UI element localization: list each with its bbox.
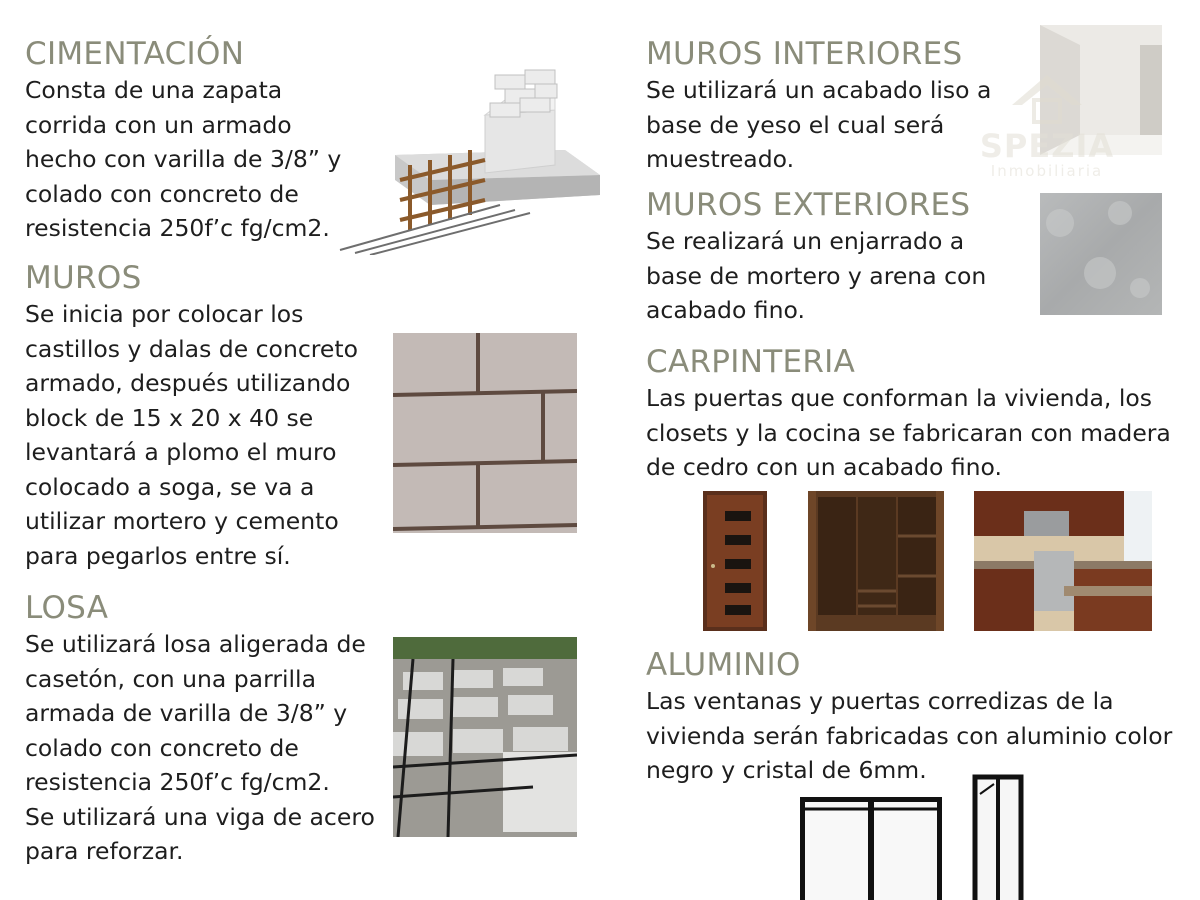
carpinteria-text: Las puertas que conforman la vivienda, los closets y la cocina se fabricaran con madera de cedro con un acabado fino. xyxy=(646,384,1171,481)
watermark-subtitle: Inmobiliaria xyxy=(990,162,1104,180)
muros-heading: MUROS xyxy=(25,260,142,296)
cimentacion-text: Consta de una zapata corrida con un armado hecho con varilla de 3/8” y colado con concreto de resistencia 250f’c fg/cm2. xyxy=(25,76,342,242)
muros-interiores-text: Se utilizará un acabado liso a base de yeso el cual será muestreado. xyxy=(646,76,992,173)
losa-heading: LOSA xyxy=(25,590,109,626)
muros-exteriores-heading: MUROS EXTERIORES xyxy=(646,187,971,223)
section-carpinteria xyxy=(646,344,1171,485)
wood-door-photo xyxy=(703,491,767,631)
muros-text: Se inicia por colocar los castillos y dalas de concreto armado, después utilizando block de 15 x 20 x 40 se levantará a plomo el muro colocado a soga, se va a utilizar mortero y cemento para pegarlos entre sí. xyxy=(25,300,358,570)
exterior-wall-texture xyxy=(1040,193,1162,315)
losa-text: Se utilizará losa aligerada de casetón, con una parrilla armada de varilla de 3/8” y colado con concreto de resistencia 250f’c fg/cm2. Se utilizará una viga de acero para reforzar. xyxy=(25,630,375,865)
spezia-watermark xyxy=(972,70,1122,190)
aluminio-text: Las ventanas y puertas corredizas de la vivienda serán fabricadas con aluminio color negro y cristal de 6mm. xyxy=(646,687,1173,784)
section-muros-interiores xyxy=(646,36,991,177)
section-muros xyxy=(25,260,358,573)
section-muros-exteriores xyxy=(646,187,986,328)
section-cimentacion xyxy=(25,36,341,246)
slab-photo xyxy=(393,637,577,837)
foundation-illustration xyxy=(335,55,605,255)
section-aluminio xyxy=(646,647,1172,788)
muros-exteriores-text: Se realizará un enjarrado a base de mortero y arena con acabado fino. xyxy=(646,227,987,324)
cimentacion-heading: CIMENTACIÓN xyxy=(25,36,245,72)
closet-photo xyxy=(808,491,944,631)
carpinteria-heading: CARPINTERIA xyxy=(646,344,856,380)
kitchen-photo xyxy=(974,491,1152,631)
watermark-brand: SPEZIA xyxy=(979,127,1115,165)
block-wall-photo xyxy=(393,333,577,533)
muros-interiores-heading: MUROS INTERIORES xyxy=(646,36,963,72)
aluminio-heading: ALUMINIO xyxy=(646,647,801,683)
section-losa xyxy=(25,590,375,869)
aluminum-door-photo xyxy=(972,774,1024,900)
house-logo-icon xyxy=(972,70,1122,130)
aluminum-window-photo xyxy=(800,797,942,900)
